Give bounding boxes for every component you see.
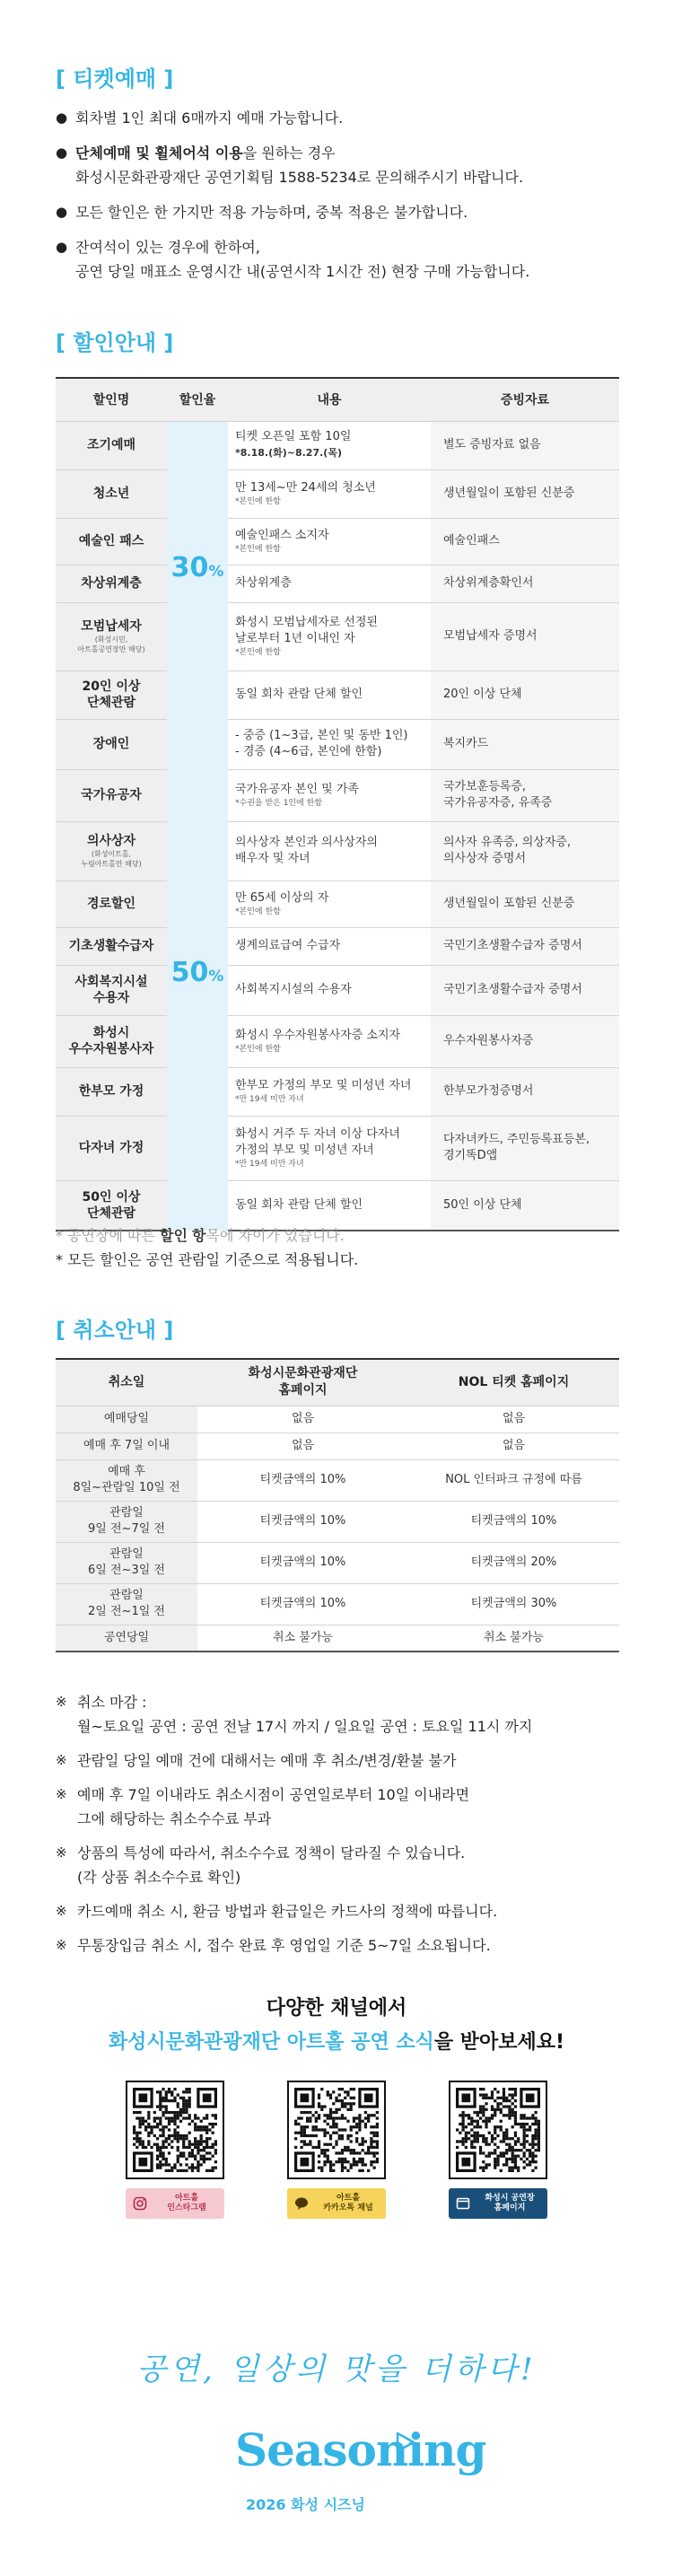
discount-notes: [56, 1223, 358, 1272]
table-row: [56, 1406, 619, 1433]
instagram-icon: [133, 2196, 147, 2211]
table-row: [56, 1501, 619, 1542]
table-row: [56, 769, 619, 821]
discount-proof: 예술인패스: [431, 518, 619, 565]
cancel-date: 예매당일: [56, 1406, 197, 1433]
header-foundation-site: 화성시문화관광재단 홈페이지: [197, 1359, 408, 1406]
discount-name: 모범납세자 (화성시민, 아트홀공연장만 해당): [56, 602, 167, 670]
qr-code[interactable]: [126, 2081, 224, 2179]
cancel-date: 예매 후 8일~관람일 10일 전: [56, 1459, 197, 1501]
header-discount-rate: 할인율: [167, 378, 228, 421]
header-discount-name: 할인명: [56, 378, 167, 421]
discount-proof: 별도 증빙자료 없음: [431, 421, 619, 469]
header-nol-site: NOL 티켓 홈페이지: [408, 1359, 619, 1406]
cancel-section-title: [ 취소안내 ]: [56, 1318, 174, 1343]
discount-content: 의사상자 본인과 의사상자의 배우자 및 자녀: [228, 821, 431, 881]
cancel-note: ※ 무통장입금 취소 시, 접수 완료 후 영업일 기준 5~7일 소요됩니다.: [56, 1933, 648, 1958]
kakaotalk-button-label: 아트홀 카카오톡 채널: [323, 2194, 373, 2212]
cancel-note: ※ 상품의 특성에 따라서, 취소수수료 정책이 달라질 수 있습니다. (각 상품 취소수수료 확인): [56, 1841, 648, 1889]
discount-proof: 차상위계층확인서: [431, 565, 619, 602]
discount-name: 50인 이상 단체관람: [56, 1180, 167, 1231]
cancel-fee-nol: 티켓금액의 30%: [408, 1583, 619, 1625]
ticket-bullet: ● 단체예매 및 휠체어석 이용을 원하는 경우 화성시문화관광재단 공연기획팀 1588-5234로 문의해주시기 바랍니다.: [56, 141, 639, 189]
ticket-bullet: ● 잔여석이 있는 경우에 한하여, 공연 당일 매표소 운영시간 내(공연시작 1시간 전) 현장 구매 가능합니다.: [56, 235, 639, 284]
cancel-note: ※ 취소 마감 : 월~토요일 공연 : 공연 전날 17시 까지 / 일요일 공연 : 토요일 11시 까지: [56, 1690, 648, 1739]
instagram-qr-block: [126, 2081, 224, 2219]
discount-content: 한부모 가정의 부모 및 미성년 자녀 *만 19세 미만 자녀: [228, 1067, 431, 1116]
discount-rate-50: 50%: [167, 719, 228, 1231]
discount-name: 청소년: [56, 469, 167, 518]
table-row: [56, 518, 619, 565]
cancel-fee-nol: NOL 인터파크 규정에 따름: [408, 1459, 619, 1501]
discount-name: 기초생활수급자: [56, 927, 167, 965]
cancel-date: 관람일 6일 전~3일 전: [56, 1542, 197, 1583]
instagram-button[interactable]: [126, 2188, 224, 2219]
table-row: [56, 1116, 619, 1180]
discount-name: 화성시 우수자원봉사자: [56, 1015, 167, 1067]
cancel-table: [56, 1358, 619, 1652]
table-row: [56, 927, 619, 965]
qr-code[interactable]: [287, 2081, 386, 2179]
discount-proof: 생년월일이 포함된 신분증: [431, 469, 619, 518]
discount-proof: 의사자 유족증, 의상자증, 의사상자 증명서: [431, 821, 619, 881]
table-row: [56, 469, 619, 518]
discount-proof: 한부모가정증명서: [431, 1067, 619, 1116]
discount-name: 국가유공자: [56, 769, 167, 821]
table-row: [56, 670, 619, 719]
table-row: [56, 881, 619, 927]
cancel-fee-foundation: 티켓금액의 10%: [197, 1583, 408, 1625]
discount-name: 경로할인: [56, 881, 167, 927]
seasoning-logo: [235, 2423, 486, 2522]
discount-name: 차상위계층: [56, 565, 167, 602]
discount-proof: 국민기초생활수급자 증명서: [431, 965, 619, 1015]
cancel-fee-nol: 티켓금액의 10%: [408, 1501, 619, 1542]
table-row: [56, 1015, 619, 1067]
discount-table: [56, 377, 619, 1231]
discount-note-2: * 모든 할인은 공연 관람일 기준으로 적용됩니다.: [56, 1251, 359, 1268]
cancel-fee-nol: 없음: [408, 1433, 619, 1459]
cancel-fee-foundation: 티켓금액의 10%: [197, 1459, 408, 1501]
discount-content: 국가유공자 본인 및 가족 *수권을 받은 1인에 한함: [228, 769, 431, 821]
homepage-qr-block: [449, 2081, 547, 2219]
cancel-fee-foundation: 취소 불가능: [197, 1625, 408, 1652]
discount-proof: 우수자원봉사자증: [431, 1015, 619, 1067]
discount-content: 만 13세~만 24세의 청소년 *본인에 한함: [228, 469, 431, 518]
kakaotalk-button[interactable]: [287, 2188, 386, 2219]
cancel-note: ※ 카드예매 취소 시, 환금 방법과 환급일은 카드사의 정책에 따릅니다.: [56, 1899, 648, 1923]
logo-subtitle: 2026 화성 시즈닝: [246, 2496, 365, 2513]
discount-proof: 다자녀카드, 주민등록표등본, 경기똑D앱: [431, 1116, 619, 1180]
cancel-date: 관람일 9일 전~7일 전: [56, 1501, 197, 1542]
discount-content: 차상위계층: [228, 565, 431, 602]
discount-content: 화성시 모범납세자로 선정된 날로부터 1년 이내인 자 *본인에 한함: [228, 602, 431, 670]
qr-code[interactable]: [449, 2081, 547, 2179]
homepage-icon: [456, 2196, 470, 2211]
discount-proof: 복지카드: [431, 719, 619, 769]
discount-proof: 국민기초생활수급자 증명서: [431, 927, 619, 965]
table-row: [56, 1625, 619, 1652]
discount-content: - 중증 (1~3급, 본인 및 동반 1인) - 경증 (4~6급, 본인에 한함): [228, 719, 431, 769]
homepage-button[interactable]: [449, 2188, 547, 2219]
discount-name: 다자녀 가정: [56, 1116, 167, 1180]
discount-content: 생계의료급여 수급자: [228, 927, 431, 965]
discount-content: 사회복지시설의 수용자: [228, 965, 431, 1015]
discount-proof: 20인 이상 단체: [431, 670, 619, 719]
homepage-button-label: 화성시 공연장 홈페이지: [485, 2194, 535, 2212]
cancel-note: ※ 관람일 당일 예매 건에 대해서는 예매 후 취소/변경/환불 불가: [56, 1748, 648, 1773]
table-row: [56, 602, 619, 670]
cancel-fee-foundation: 티켓금액의 10%: [197, 1501, 408, 1542]
discount-proof: 50인 이상 단체: [431, 1180, 619, 1231]
discount-table-header: [56, 378, 619, 421]
discount-name: 20인 이상 단체관람: [56, 670, 167, 719]
cancel-fee-nol: 없음: [408, 1406, 619, 1433]
discount-rate-30: 30%: [167, 421, 228, 719]
discount-name: 장애인: [56, 719, 167, 769]
discount-name: 의사상자 (화성이트홀, 누림아트홀만 해당): [56, 821, 167, 881]
cancel-note: ※ 예매 후 7일 이내라도 취소시점이 공연일로부터 10일 이내라면 그에 해당하는 취소수수료 부과: [56, 1783, 648, 1831]
instagram-button-label: 아트홀 인스타그램: [167, 2194, 206, 2212]
cancel-fee-foundation: 없음: [197, 1406, 408, 1433]
discount-proof: 모범납세자 증명서: [431, 602, 619, 670]
cancel-date: 관람일 2일 전~1일 전: [56, 1583, 197, 1625]
table-row: [56, 421, 619, 469]
discount-content: 티켓 오픈일 포함 10일 *8.18.(화)~8.27.(목): [228, 421, 431, 469]
cancel-notes: [56, 1690, 648, 1967]
discount-content: 예술인패스 소지자 *본인에 한함: [228, 518, 431, 565]
cancel-fee-foundation: 티켓금액의 10%: [197, 1542, 408, 1583]
table-row: [56, 1542, 619, 1583]
header-cancel-date: 취소일: [56, 1359, 197, 1406]
discount-proof: 국가보훈등록증, 국가유공자증, 유족증: [431, 769, 619, 821]
table-row: [56, 719, 619, 769]
kakaotalk-qr-block: [287, 2081, 386, 2219]
table-row: [56, 1459, 619, 1501]
discount-content: 화성시 우수자원봉사자증 소지자 *본인에 한함: [228, 1015, 431, 1067]
discount-proof: 생년월일이 포함된 신분증: [431, 881, 619, 927]
slogan: 공연, 일상의 맛을 더하다!: [136, 2352, 537, 2388]
play-icon: [393, 2431, 416, 2454]
ticket-bullet-list: [56, 106, 639, 294]
cancel-table-header: [56, 1359, 619, 1406]
discount-note-1: * 공연장에 따른 할인 항목에 차이가 있습니다.: [56, 1227, 345, 1244]
table-row: [56, 1583, 619, 1625]
ticket-section-title: [ 티켓예매 ]: [56, 66, 174, 92]
table-row: [56, 1433, 619, 1459]
ticket-bullet: ● 회차별 1인 최대 6매까지 예매 가능합니다.: [56, 106, 639, 130]
discount-content: 화성시 거주 두 자녀 이상 다자녀 가정의 부모 및 미성년 자녀 *만 19세 미만 자녀: [228, 1116, 431, 1180]
cancel-date: 예매 후 7일 이내: [56, 1433, 197, 1459]
discount-name: 한부모 가정: [56, 1067, 167, 1116]
cancel-fee-nol: 티켓금액의 20%: [408, 1542, 619, 1583]
channels-subtitle: 화성시문화관광재단 아트홀 공연 소식을 받아보세요!: [108, 2031, 565, 2054]
discount-content: 동일 회차 관람 단체 할인: [228, 670, 431, 719]
cancel-date: 공연당일: [56, 1625, 197, 1652]
discount-content: 동일 회차 관람 단체 할인: [228, 1180, 431, 1231]
cancel-fee-nol: 취소 불가능: [408, 1625, 619, 1652]
discount-name: 예술인 패스: [56, 518, 167, 565]
channels-title: 다양한 채널에서: [266, 1997, 407, 2020]
table-row: [56, 965, 619, 1015]
discount-section-title: [ 할인안내 ]: [56, 330, 174, 355]
table-row: [56, 565, 619, 602]
cancel-fee-foundation: 없음: [197, 1433, 408, 1459]
discount-content: 만 65세 이상의 자 *본인에 한함: [228, 881, 431, 927]
logo-wordmark: Seasoning: [235, 2423, 486, 2476]
header-content: 내용: [228, 378, 431, 421]
ticket-bullet: ● 모든 할인은 한 가지만 적용 가능하며, 중복 적용은 불가합니다.: [56, 200, 639, 224]
table-row: [56, 821, 619, 881]
discount-name: 조기예매: [56, 421, 167, 469]
discount-name: 사회복지시설 수용자: [56, 965, 167, 1015]
kakaotalk-icon: [294, 2196, 309, 2211]
header-proof: 증빙자료: [431, 378, 619, 421]
table-row: [56, 1067, 619, 1116]
